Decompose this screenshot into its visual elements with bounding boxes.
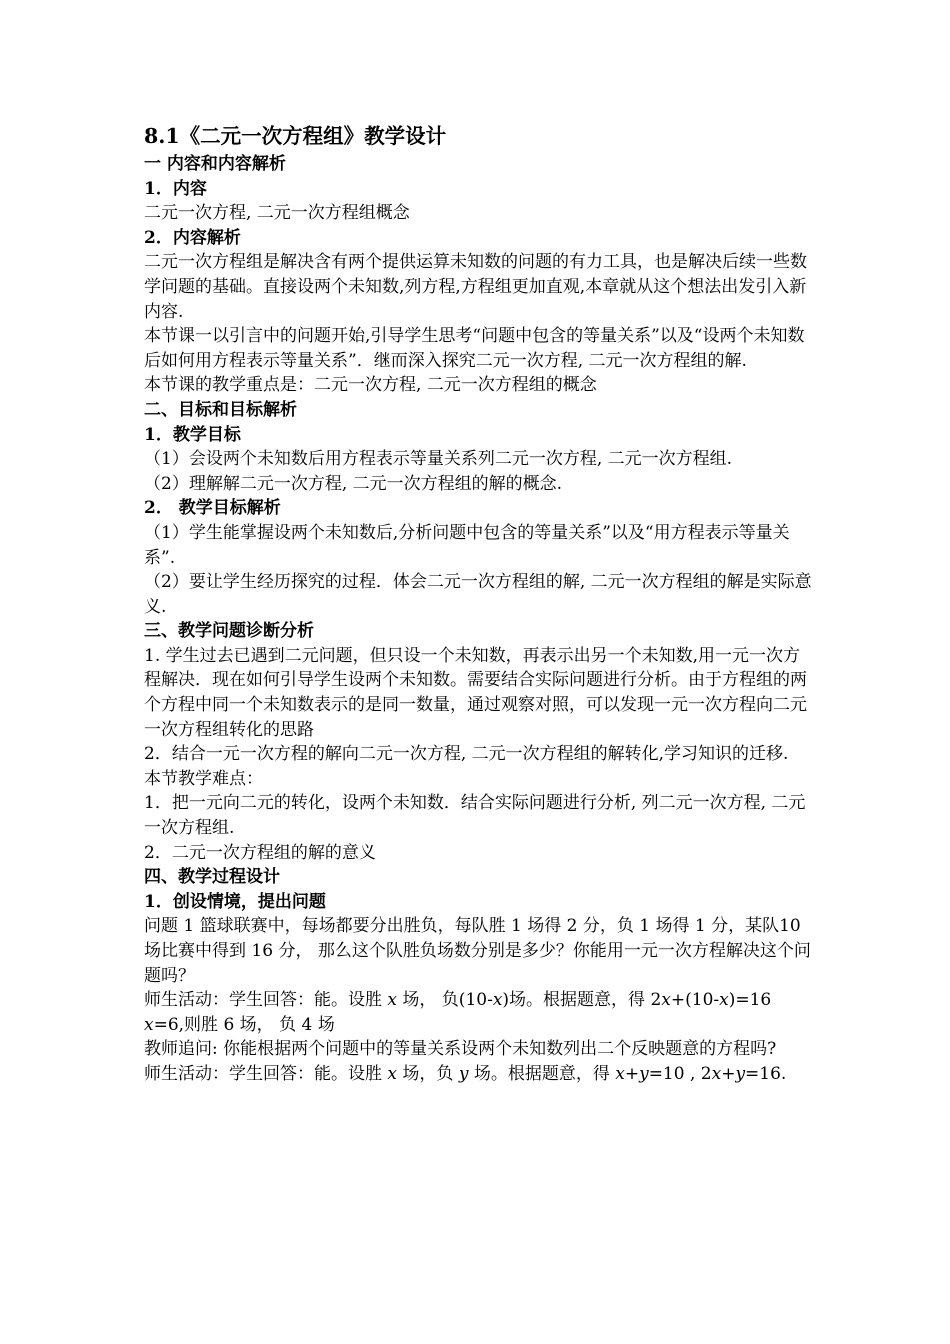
paragraph: （2）要让学生经历探究的过程．体会二元一次方程组的解, 二元一次方程组的解是实际意义.	[144, 572, 812, 617]
paragraph: （2）理解解二元一次方程, 二元一次方程组的解的概念.	[144, 473, 563, 494]
section-heading: 2． 教学目标解析	[144, 498, 281, 519]
paragraph-answer-1: 师生活动：学生回答：能。设胜 x 场， 负(10-x)场。根据题意，得 2x+(10-x)=16	[144, 990, 772, 1011]
section-heading: 1．创设情境，提出问题	[144, 891, 326, 912]
paragraph: 二元一次方程, 二元一次方程组概念	[144, 203, 410, 224]
paragraph-answer-3: 师生活动：学生回答：能。设胜 x 场，负 y 场。根据题意，得 x+y=10 , 2x+y=16.	[144, 1063, 787, 1084]
paragraph: 二元一次方程组是解决含有两个提供运算未知数的问题的有力工具，也是解决后续一些数学问题的基础。直接设两个未知数,列方程,方程组更加直观,本章就从这个想法出发引入新内容.	[144, 252, 807, 322]
document-title: 8.1《二元一次方程组》教学设计	[144, 124, 447, 148]
paragraph: 1. 学生过去已遇到二元问题，但只设一个未知数，再表示出另一个未知数,用一元一次方程解决．现在如何引导学生设两个未知数。需要结合实际问题进行分析。由于方程组的两个方程中同一个未知数表示的是同一数量，通过观察对照，可以发现一元一次方程向二元一次方程组转化的思路	[144, 645, 807, 740]
section-heading: 三、教学问题诊断分析	[144, 621, 314, 642]
paragraph: 本节教学难点：	[144, 768, 263, 789]
paragraph: 2．二元一次方程组的解的意义	[144, 842, 376, 863]
document-tail	[144, 1037, 816, 1062]
section-heading: 1．教学目标	[144, 424, 241, 445]
paragraph: 1．把一元向二元的转化，设两个未知数．结合实际问题进行分析, 列二元一次方程, 二元一次方程组.	[144, 793, 806, 839]
section-heading: 二、目标和目标解析	[144, 399, 297, 420]
section-heading: 四、教学过程设计	[144, 867, 280, 888]
document-page	[144, 122, 816, 1087]
paragraph: 教师追问: 你能根据两个问题中的等量关系设两个未知数列出二个反映题意的方程吗?	[144, 1039, 777, 1060]
paragraph: 2．结合一元一次方程的解向二元一次方程, 二元一次方程组的解转化,学习知识的迁移.	[144, 744, 789, 765]
paragraph-answer-2: x=6,则胜 6 场， 负 4 场	[144, 1014, 335, 1035]
paragraph: （1）学生能掌握设两个未知数后,分析问题中包含的等量关系”以及“用方程表示等量关系”.	[144, 522, 790, 568]
paragraph: （1）会设两个未知数后用方程表示等量关系列二元一次方程, 二元一次方程组.	[144, 449, 733, 470]
paragraph: 本节课一以引言中的问题开始,引导学生思考“问题中包含的等量关系”以及“设两个未知数后如何用方程表示等量关系”．继而深入探究二元一次方程, 二元一次方程组的解.	[144, 326, 805, 371]
paragraph: 本节课的教学重点是：二元一次方程, 二元一次方程组的概念	[144, 375, 597, 396]
paragraph: 问题 1 篮球联赛中，每场都要分出胜负，每队胜 1 场得 2 分，负 1 场得 1 分，某队10 场比赛中得到 16 分， 那么这个队胜负场数分别是多少？你能用一元一次方程解决这个问题吗？	[144, 916, 811, 986]
section-heading: 2．内容解析	[144, 227, 241, 248]
section-heading: 一 内容和内容解析	[144, 154, 286, 174]
section-heading: 1．内容	[144, 178, 207, 199]
document-body	[144, 152, 816, 988]
